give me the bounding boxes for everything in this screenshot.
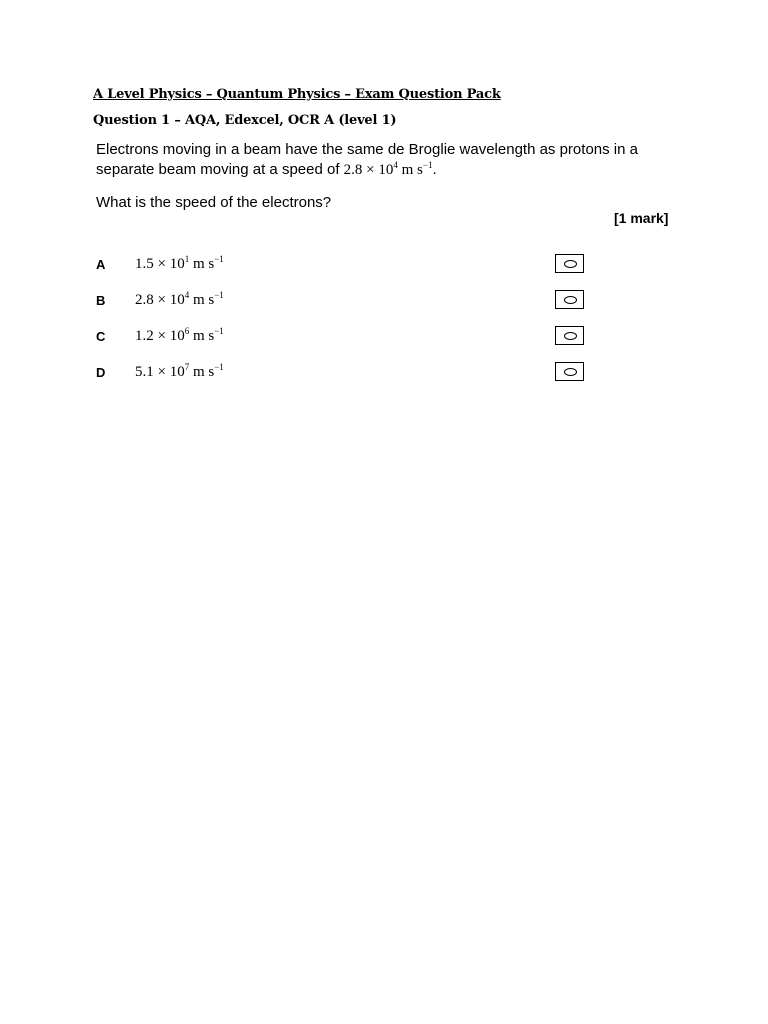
option-mantissa: 5.1 × 10 bbox=[135, 364, 185, 380]
question-heading: Question 1 – AQA, Edexcel, OCR A (level 1) bbox=[93, 113, 397, 128]
option-mantissa: 1.5 × 10 bbox=[135, 256, 185, 272]
stem-line-2-suffix: . bbox=[432, 161, 437, 178]
option-exponent: 7 bbox=[184, 362, 190, 372]
oval-answer-bubble-icon bbox=[564, 260, 577, 268]
option-unit-exponent: −1 bbox=[214, 362, 224, 372]
stem-line-2 bbox=[96, 160, 656, 180]
answer-box-c[interactable] bbox=[555, 326, 584, 345]
stem-line-1: Electrons moving in a beam have the same de Broglie wavelength as protons in a bbox=[96, 141, 638, 158]
option-letter: B bbox=[96, 293, 106, 308]
option-letter: C bbox=[96, 329, 106, 344]
option-unit: m s bbox=[189, 292, 215, 308]
option-value bbox=[135, 364, 224, 381]
option-exponent: 6 bbox=[184, 326, 190, 336]
option-letter: A bbox=[96, 257, 106, 272]
marks-label: [1 mark] bbox=[614, 210, 669, 226]
option-value bbox=[135, 256, 224, 273]
stem-speed-unit-exponent: −1 bbox=[422, 160, 433, 170]
stem-speed-unit: m s bbox=[397, 162, 423, 178]
oval-answer-bubble-icon bbox=[564, 296, 577, 304]
option-letter: D bbox=[96, 365, 106, 380]
option-unit-exponent: −1 bbox=[214, 290, 224, 300]
stem-speed-mantissa: 2.8 × 10 bbox=[343, 162, 394, 178]
option-mantissa: 1.2 × 10 bbox=[135, 328, 185, 344]
option-unit: m s bbox=[189, 328, 215, 344]
option-a bbox=[96, 254, 596, 276]
option-unit: m s bbox=[189, 364, 215, 380]
option-b bbox=[96, 290, 596, 312]
option-unit-exponent: −1 bbox=[214, 254, 224, 264]
question-stem bbox=[96, 140, 656, 180]
option-unit: m s bbox=[189, 256, 215, 272]
stem-line-2-prefix: separate beam moving at a speed of bbox=[96, 161, 344, 178]
option-c bbox=[96, 326, 596, 348]
option-unit-exponent: −1 bbox=[214, 326, 224, 336]
question-prompt: What is the speed of the electrons? bbox=[96, 194, 332, 211]
oval-answer-bubble-icon bbox=[564, 368, 577, 376]
answer-box-a[interactable] bbox=[555, 254, 584, 273]
option-mantissa: 2.8 × 10 bbox=[135, 292, 185, 308]
option-value bbox=[135, 328, 224, 345]
option-value bbox=[135, 292, 224, 309]
stem-speed-exponent: 4 bbox=[393, 160, 398, 170]
oval-answer-bubble-icon bbox=[564, 332, 577, 340]
document-title: A Level Physics – Quantum Physics – Exam Question Pack bbox=[93, 87, 501, 102]
option-exponent: 4 bbox=[184, 290, 190, 300]
answer-box-b[interactable] bbox=[555, 290, 584, 309]
answer-box-d[interactable] bbox=[555, 362, 584, 381]
option-d bbox=[96, 362, 596, 384]
stem-speed-value bbox=[344, 162, 433, 178]
option-exponent: 1 bbox=[184, 254, 190, 264]
